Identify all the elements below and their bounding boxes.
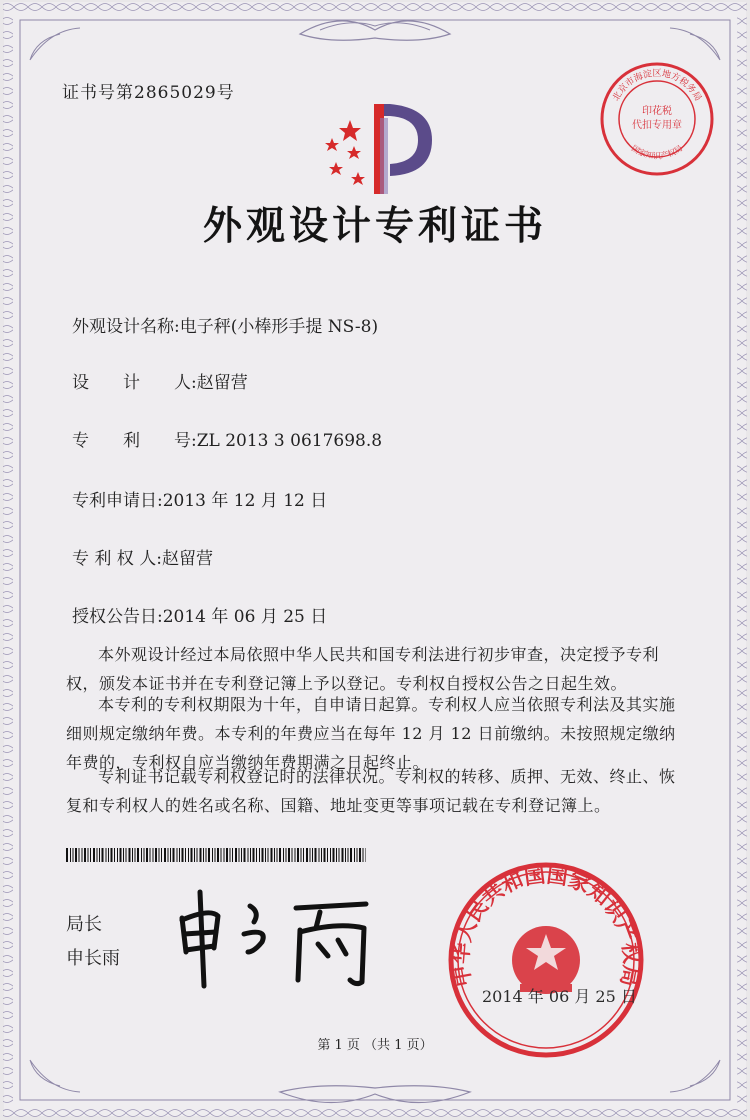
field-value: 赵留营 bbox=[161, 549, 213, 569]
sipo-logo bbox=[314, 98, 444, 198]
field-value: 赵留营 bbox=[196, 373, 248, 393]
field-patentee bbox=[72, 544, 213, 569]
handwritten-signature bbox=[170, 882, 380, 992]
tax-stamp bbox=[598, 60, 716, 178]
svg-text:国家知识产权局 bbox=[630, 144, 684, 161]
field-value: 电子秤(小棒形手提 NS-8) bbox=[179, 317, 379, 337]
field-design-name bbox=[72, 312, 378, 337]
tax-stamp-bottom-text: 国家知识产权局 bbox=[629, 143, 685, 161]
field-label: 外观设计名称: bbox=[72, 317, 180, 337]
official-seal bbox=[446, 860, 646, 1060]
tax-stamp-inner-text-2: 代扣专用章 bbox=[632, 120, 682, 131]
field-designer bbox=[72, 368, 248, 393]
field-label: 专利申请日: bbox=[72, 491, 163, 511]
field-label: 设 计 人: bbox=[72, 373, 197, 393]
svg-text:北京市海淀区地方税务局 bbox=[610, 67, 704, 103]
paragraph-2: 本专利的专利权期限为十年，自申请日起算。专利权人应当依照专利法及其实施细则规定缴纳年费。本专利的年费应当在每年 12 月 12 日前缴纳。未按照规定缴纳年费的，专利权自应当缴纳年费期满之日起终止。 bbox=[66, 695, 676, 772]
certificate-number: 证书号第2865029号 bbox=[62, 83, 235, 103]
tax-stamp-outer-text: 北京市海淀区地方税务局 bbox=[611, 69, 703, 104]
barcode bbox=[66, 848, 366, 862]
seal-text: 中华人民共和国国家知识产权局 bbox=[448, 862, 644, 989]
paragraph-3: 专利证书记载专利权登记时的法律状况。专利权的转移、质押、无效、终止、恢复和专利权人的姓名或名称、国籍、地址变更等事项记载在专利登记簿上。 bbox=[66, 767, 676, 815]
field-grant-date bbox=[72, 602, 327, 627]
tax-stamp-inner-text-1: 印花税 bbox=[642, 106, 672, 117]
field-application-date bbox=[72, 486, 327, 511]
seal-date: 2014 年 06 月 25 日 bbox=[482, 987, 637, 1006]
certificate-title: 外观设计专利证书 bbox=[202, 203, 547, 249]
field-value: ZL 2013 3 0617698.8 bbox=[196, 431, 383, 451]
page-number: 第 1 页 （共 1 页） bbox=[317, 1038, 433, 1053]
field-label: 专 利 号: bbox=[72, 431, 197, 451]
field-value: 2014 年 06 月 25 日 bbox=[162, 607, 328, 627]
field-label: 专 利 权 人: bbox=[72, 549, 162, 569]
signatory-name: 申长雨 bbox=[66, 948, 120, 969]
field-label: 授权公告日: bbox=[72, 607, 163, 627]
field-value: 2013 年 12 月 12 日 bbox=[162, 491, 328, 511]
paragraph-1: 本外观设计经过本局依照中华人民共和国专利法进行初步审查，决定授予专利权，颁发本证书并在专利登记簿上予以登记。专利权自授权公告之日起生效。 bbox=[66, 645, 660, 693]
field-patent-number bbox=[72, 426, 382, 451]
signatory-role: 局长 bbox=[66, 914, 102, 935]
